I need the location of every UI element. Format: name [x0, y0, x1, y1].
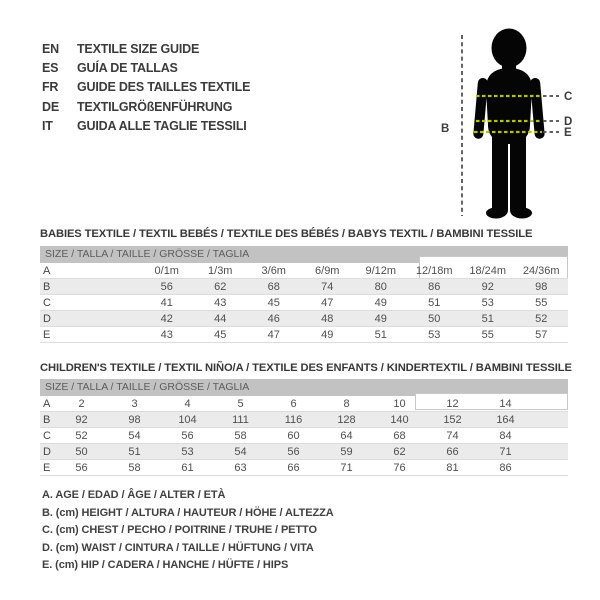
size-cell: 55 — [461, 327, 515, 343]
size-cell: 81 — [426, 460, 479, 476]
guide-title: TEXTILE SIZE GUIDE — [77, 41, 200, 56]
legend-waist: D. (cm) WAIST / CINTURA / TAILLE / HÜFTUNG / VITA — [42, 541, 314, 554]
language-row-de — [42, 97, 250, 116]
size-cell: 12 — [426, 396, 479, 412]
legend-hip: E. (cm) HIP / CADERA / HANCHE / HÜFTE / HIPS — [42, 559, 289, 572]
measurement-legend — [42, 489, 334, 577]
language-code: FR — [42, 80, 59, 95]
size-cell: 111 — [214, 412, 267, 428]
table-row — [40, 295, 568, 311]
size-cell — [532, 460, 568, 476]
size-cell: 8 — [320, 396, 373, 412]
size-cell: 80 — [354, 279, 408, 295]
legend-height: B. (cm) HEIGHT / ALTURA / HAUTEUR / HÖHE / ALTEZZA — [42, 506, 334, 519]
language-code: IT — [42, 119, 53, 134]
row-label: A — [40, 263, 140, 279]
hip-label: E — [564, 127, 572, 139]
row-label: B — [40, 412, 55, 428]
size-cell: 18/24m — [461, 263, 515, 279]
size-cell: 116 — [267, 412, 320, 428]
size-cell: 0/1m — [140, 263, 194, 279]
size-cell: 60 — [267, 428, 320, 444]
language-row-fr — [42, 78, 250, 97]
size-cell: 104 — [161, 412, 214, 428]
row-label: C — [40, 295, 140, 311]
size-cell: 56 — [267, 444, 320, 460]
size-cell: 164 — [479, 412, 532, 428]
size-cell: 52 — [55, 428, 108, 444]
babies-table-title: BABIES TEXTILE / TEXTIL BEBÉS / TEXTILE DES BÉBÉS / BABYS TEXTIL / BAMBINI TESSILE — [40, 228, 533, 240]
size-cell: 76 — [373, 460, 426, 476]
babies-table-grid — [40, 263, 568, 343]
size-cell: 68 — [247, 279, 301, 295]
size-cell: 49 — [354, 311, 408, 327]
row-label: D — [40, 444, 55, 460]
size-cell: 56 — [161, 428, 214, 444]
language-row-it — [42, 117, 250, 136]
guide-title: TEXTILGRÖßENFÜHRUNG — [77, 99, 233, 114]
guide-title: GUÍA DE TALLAS — [77, 61, 178, 76]
size-cell: 140 — [373, 412, 426, 428]
size-cell: 43 — [140, 327, 194, 343]
children-table-title: CHILDREN'S TEXTILE / TEXTIL NIÑO/A / TEXTILE DES ENFANTS / KINDERTEXTIL / BAMBINI TESSILE — [40, 362, 572, 374]
size-cell: 53 — [461, 295, 515, 311]
table-row — [40, 311, 568, 327]
waist-label: D — [564, 116, 573, 128]
guide-title: GUIDE DES TAILLES TEXTILE — [77, 80, 251, 95]
guide-title: GUIDA ALLE TAGLIE TESSILI — [77, 119, 247, 134]
size-cell: 3 — [108, 396, 161, 412]
size-cell: 51 — [461, 311, 515, 327]
size-cell: 49 — [301, 327, 355, 343]
size-cell: 6 — [267, 396, 320, 412]
size-cell: 98 — [108, 412, 161, 428]
legend-age: A. AGE / EDAD / ÂGE / ALTER / ETÀ — [42, 489, 226, 501]
size-cell: 58 — [214, 428, 267, 444]
size-cell: 46 — [247, 311, 301, 327]
size-cell: 12/18m — [408, 263, 462, 279]
language-code: EN — [42, 41, 59, 56]
size-cell: 41 — [140, 295, 194, 311]
size-cell: 56 — [55, 460, 108, 476]
size-cell: 62 — [194, 279, 248, 295]
size-cell: 3/6m — [247, 263, 301, 279]
size-header-bar: SIZE / TALLA / TAILLE / GRÖSSE / TAGLIA — [40, 246, 568, 263]
row-label: B — [40, 279, 140, 295]
row-label: A — [40, 396, 55, 412]
size-cell: 54 — [214, 444, 267, 460]
size-cell — [532, 428, 568, 444]
size-cell: 14 — [479, 396, 532, 412]
size-cell: 58 — [108, 460, 161, 476]
size-cell: 50 — [55, 444, 108, 460]
child-silhouette-icon — [473, 29, 545, 219]
size-cell: 48 — [301, 311, 355, 327]
size-header-bar: SIZE / TALLA / TAILLE / GRÖSSE / TAGLIA — [40, 379, 568, 396]
size-cell: 57 — [515, 327, 569, 343]
language-row-es — [42, 58, 250, 77]
size-cell: 47 — [301, 295, 355, 311]
size-cell: 6/9m — [301, 263, 355, 279]
language-title-list — [42, 39, 250, 136]
size-cell: 5 — [214, 396, 267, 412]
size-cell: 24/36m — [515, 263, 569, 279]
size-cell: 92 — [55, 412, 108, 428]
table-row — [40, 279, 568, 295]
size-cell: 10 — [373, 396, 426, 412]
size-cell: 9/12m — [354, 263, 408, 279]
table-row — [40, 428, 568, 444]
size-cell: 71 — [479, 444, 532, 460]
table-row — [40, 327, 568, 343]
size-cell — [532, 396, 568, 412]
size-cell: 49 — [354, 295, 408, 311]
language-code: ES — [42, 61, 59, 76]
size-cell: 44 — [194, 311, 248, 327]
size-cell: 68 — [373, 428, 426, 444]
size-cell — [532, 444, 568, 460]
legend-chest: C. (cm) CHEST / PECHO / POITRINE / TRUHE / PETTO — [42, 524, 317, 537]
size-cell: 2 — [55, 396, 108, 412]
table-row — [40, 412, 568, 428]
row-label: E — [40, 327, 140, 343]
size-cell: 42 — [140, 311, 194, 327]
size-cell: 74 — [426, 428, 479, 444]
chest-label: C — [564, 91, 573, 103]
size-cell: 66 — [426, 444, 479, 460]
size-cell: 50 — [408, 311, 462, 327]
height-label: B — [441, 123, 450, 135]
size-cell: 74 — [301, 279, 355, 295]
size-cell: 51 — [354, 327, 408, 343]
size-cell: 64 — [320, 428, 373, 444]
babies-size-table — [40, 246, 568, 344]
size-cell — [532, 412, 568, 428]
size-cell: 92 — [461, 279, 515, 295]
size-cell: 55 — [515, 295, 569, 311]
size-cell: 86 — [479, 460, 532, 476]
children-table-grid — [40, 396, 568, 476]
size-cell: 51 — [108, 444, 161, 460]
size-cell: 98 — [515, 279, 569, 295]
size-cell: 4 — [161, 396, 214, 412]
table-row — [40, 444, 568, 460]
size-cell: 152 — [426, 412, 479, 428]
size-cell: 84 — [479, 428, 532, 444]
table-row — [40, 460, 568, 476]
size-cell: 128 — [320, 412, 373, 428]
size-cell: 52 — [515, 311, 569, 327]
size-cell: 51 — [408, 295, 462, 311]
size-cell: 45 — [194, 327, 248, 343]
size-cell: 53 — [161, 444, 214, 460]
row-label: C — [40, 428, 55, 444]
children-size-table — [40, 379, 568, 477]
size-cell: 59 — [320, 444, 373, 460]
table-row — [40, 396, 568, 412]
language-code: DE — [42, 99, 59, 114]
size-cell: 71 — [320, 460, 373, 476]
size-cell: 86 — [408, 279, 462, 295]
size-cell: 53 — [408, 327, 462, 343]
size-cell: 54 — [108, 428, 161, 444]
size-cell: 47 — [247, 327, 301, 343]
size-cell: 1/3m — [194, 263, 248, 279]
size-cell: 61 — [161, 460, 214, 476]
table-row — [40, 263, 568, 279]
size-cell: 62 — [373, 444, 426, 460]
row-label: E — [40, 460, 55, 476]
size-cell: 43 — [194, 295, 248, 311]
size-cell: 56 — [140, 279, 194, 295]
child-silhouette-figure — [430, 25, 580, 225]
size-cell: 45 — [247, 295, 301, 311]
size-cell: 66 — [267, 460, 320, 476]
row-label: D — [40, 311, 140, 327]
size-cell: 63 — [214, 460, 267, 476]
language-row-en — [42, 39, 250, 58]
